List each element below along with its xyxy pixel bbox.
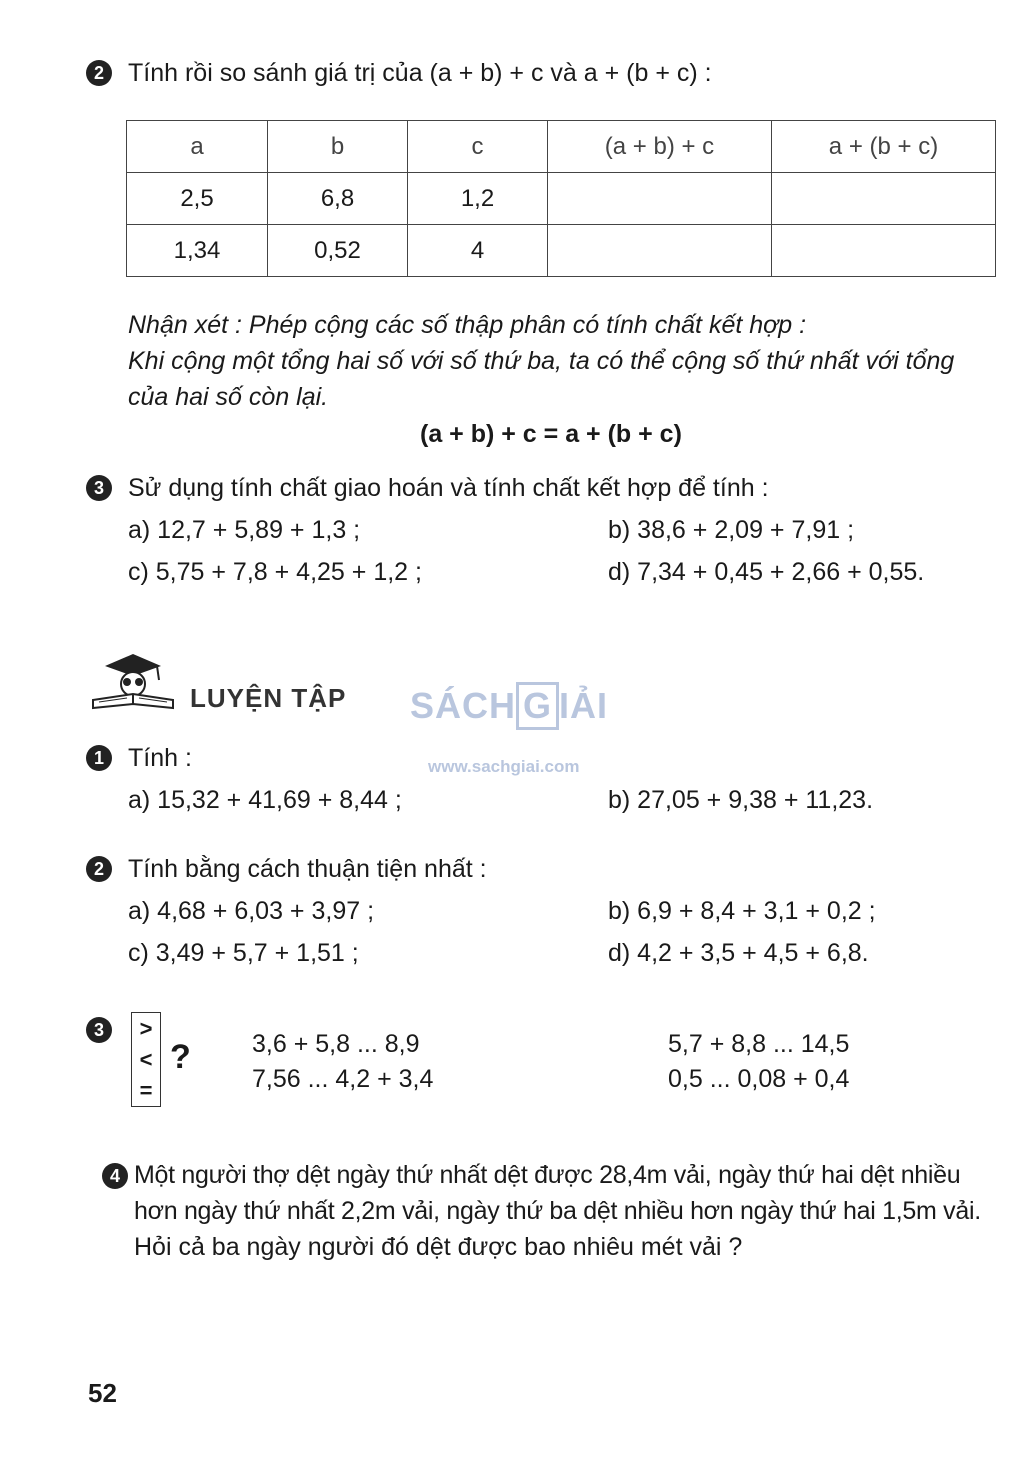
scholar-reading-icon xyxy=(85,648,180,712)
table-cell xyxy=(548,173,772,225)
exercise-number-badge: 3 xyxy=(86,475,112,501)
less-than-sign: < xyxy=(139,1047,153,1072)
exercise-3-b: b) 38,6 + 2,09 + 7,91 ; xyxy=(608,516,855,544)
table-cell: 4 xyxy=(408,225,548,277)
exercise-number-badge: 3 xyxy=(86,1017,112,1043)
practice-1-a: a) 15,32 + 41,69 + 8,44 ; xyxy=(128,786,402,814)
practice-4-line-1: Một người thợ dệt ngày thứ nhất dệt được 28,4m vải, ngày thứ hai dệt nhiều xyxy=(134,1161,961,1189)
associative-formula: (a + b) + c = a + (b + c) xyxy=(420,420,682,448)
exercise-number-badge: 4 xyxy=(102,1163,128,1189)
header-sum-2: a + (b + c) xyxy=(772,121,996,173)
table-cell: 0,52 xyxy=(268,225,408,277)
page-number: 52 xyxy=(88,1378,117,1408)
practice-1-title: Tính : xyxy=(128,744,192,772)
remark-line-3: của hai số còn lại. xyxy=(128,383,329,411)
equals-sign: = xyxy=(139,1078,153,1103)
exercise-number-badge: 2 xyxy=(86,60,112,86)
question-mark: ? xyxy=(170,1038,191,1076)
watermark-logo xyxy=(410,682,608,730)
exercise-3-c: c) 5,75 + 7,8 + 4,25 + 1,2 ; xyxy=(128,558,422,586)
compare-row-2-right: 0,5 ... 0,08 + 0,4 xyxy=(668,1065,850,1093)
header-b: b xyxy=(268,121,408,173)
table-cell xyxy=(548,225,772,277)
practice-2-c: c) 3,49 + 5,7 + 1,51 ; xyxy=(128,939,359,967)
exercise-3-d: d) 7,34 + 0,45 + 2,66 + 0,55. xyxy=(608,558,925,586)
exercise-3-title: Sử dụng tính chất giao hoán và tính chất kết hợp để tính : xyxy=(128,474,769,502)
remark-line-1: Nhận xét : Phép cộng các số thập phân có tính chất kết hợp : xyxy=(128,311,807,339)
header-sum-1: (a + b) + c xyxy=(548,121,772,173)
table-cell: 1,34 xyxy=(127,225,268,277)
table-cell: 1,2 xyxy=(408,173,548,225)
practice-1-b: b) 27,05 + 9,38 + 11,23. xyxy=(608,786,874,814)
practice-4-line-3: Hỏi cả ba ngày người đó dệt được bao nhiêu mét vải ? xyxy=(134,1233,743,1261)
table-row xyxy=(127,173,996,225)
table-cell: 2,5 xyxy=(127,173,268,225)
watermark-brand-g: G xyxy=(516,682,559,730)
table-cell xyxy=(772,225,996,277)
comparison-signs-box xyxy=(131,1012,161,1107)
compare-row-1-left: 3,6 + 5,8 ... 8,9 xyxy=(252,1030,420,1058)
remark-line-2: Khi cộng một tổng hai số với số thứ ba, ta có thể cộng số thứ nhất với tổng xyxy=(128,347,955,375)
watermark-url: www.sachgiai.com xyxy=(428,757,580,776)
watermark-brand-right: IẢI xyxy=(559,685,609,726)
compare-row-1-right: 5,7 + 8,8 ... 14,5 xyxy=(668,1030,850,1058)
practice-2-d: d) 4,2 + 3,5 + 4,5 + 6,8. xyxy=(608,939,869,967)
exercise-number-badge: 2 xyxy=(86,856,112,882)
header-a: a xyxy=(127,121,268,173)
exercise-3-a: a) 12,7 + 5,89 + 1,3 ; xyxy=(128,516,361,544)
practice-2-a: a) 4,68 + 6,03 + 3,97 ; xyxy=(128,897,375,925)
table-header-row xyxy=(127,121,996,173)
exercise-number-badge: 1 xyxy=(86,745,112,771)
watermark-brand-left: SÁCH xyxy=(410,685,517,726)
table-row xyxy=(127,225,996,277)
table-cell: 6,8 xyxy=(268,173,408,225)
practice-2-b: b) 6,9 + 8,4 + 3,1 + 0,2 ; xyxy=(608,897,876,925)
exercise-2-title: Tính rồi so sánh giá trị của (a + b) + c và a + (b + c) : xyxy=(128,59,712,87)
practice-2-title: Tính bằng cách thuận tiện nhất : xyxy=(128,855,487,883)
header-c: c xyxy=(408,121,548,173)
table-cell xyxy=(772,173,996,225)
section-title: LUYỆN TẬP xyxy=(190,683,347,713)
comparison-table xyxy=(126,120,996,277)
compare-row-2-left: 7,56 ... 4,2 + 3,4 xyxy=(252,1065,434,1093)
greater-than-sign: > xyxy=(139,1016,153,1041)
practice-4-line-2: hơn ngày thứ nhất 2,2m vải, ngày thứ ba dệt nhiều hơn ngày thứ hai 1,5m vải. xyxy=(134,1197,981,1225)
